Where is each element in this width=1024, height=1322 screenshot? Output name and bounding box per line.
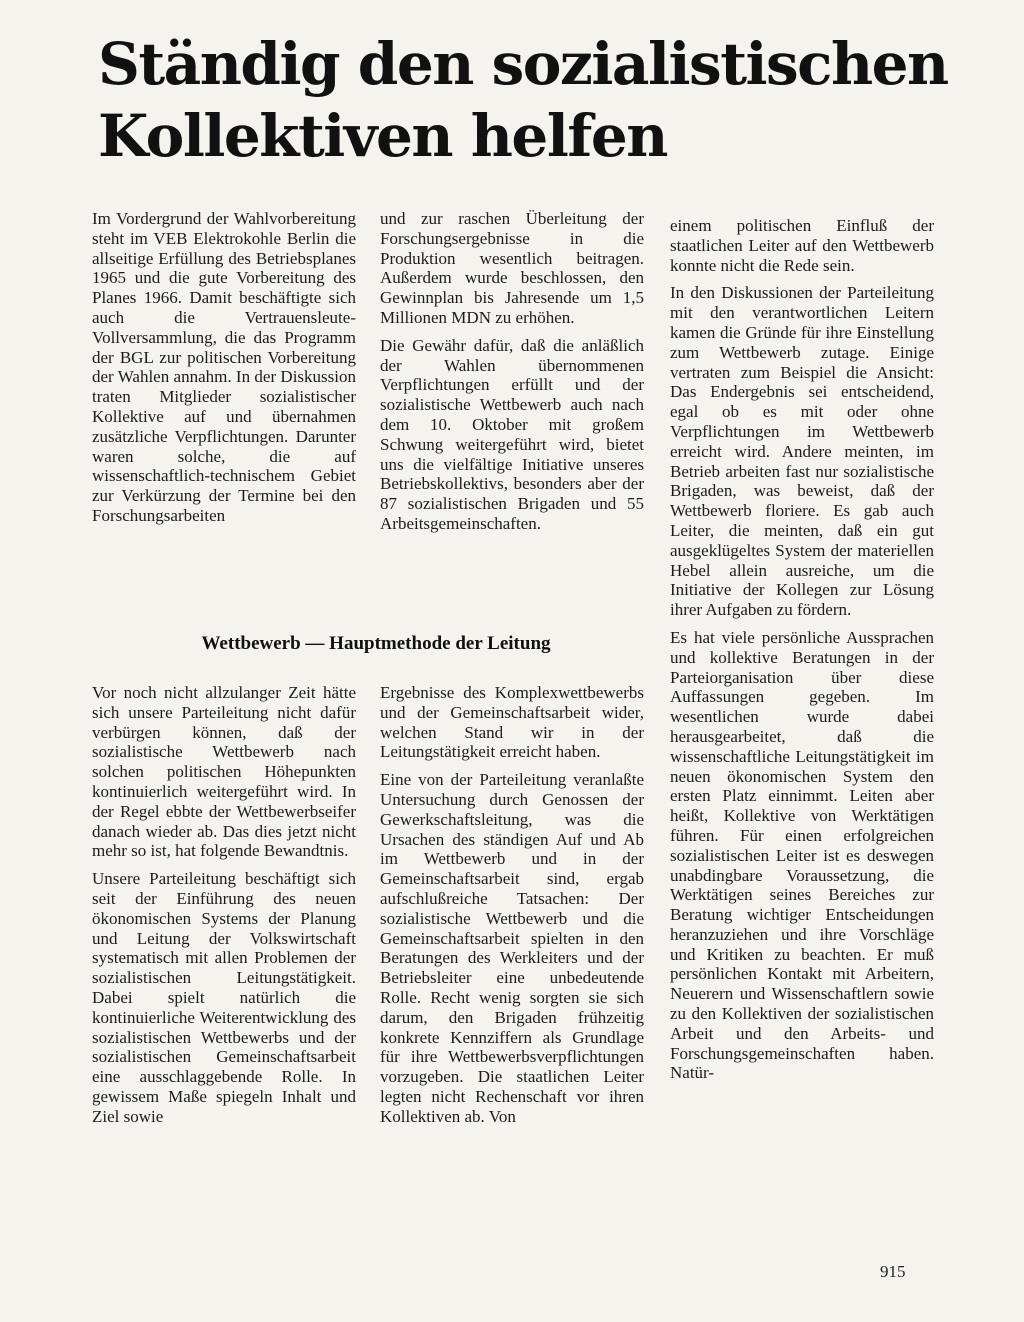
paragraph: Es hat viele persönliche Aussprachen und kollektive Beratungen in der Parteiorganisation über diese Auffassungen gegeben. Im wesentlichen wurde dabei herausgearbeitet, daß die wissenschaftliche Leitungstätigkeit im neuen ökonomischen System den ersten Platz einnimmt. Leiten aber heißt, Kollektive von Werktätigen führen. Für einen erfolgreichen sozialistischen Leiter ist es deswegen unabdingbare Voraussetzung, die Werktätigen seines Bereiches zur Beratung wichtiger Entscheidungen heranzuziehen und ihre Vorschläge und Kritiken zu beachten. Er muß persönlichen Kontakt mit Arbeitern, Neuerern und Wissenschaftlern sowie zu den Kollektiven der sozialistischen Arbeit und den Arbeits- und Forschungsgemeinschaften haben. Natür- [670, 627, 934, 1083]
lower-column-1 [92, 683, 356, 1208]
paragraph: Unsere Parteileitung beschäftigt sich seit der Einführung des neuen ökonomischen Systems der Planung und Leitung der Volkswirtschaft systematisch mit allen Problemen der sozialistischen Leitungstätigkeit. Dabei spielt natürlich die kontinuierliche Weiterentwicklung des sozialistischen Wettbewerbs und der sozialistischen Gemeinschaftsarbeit eine ausschlaggebende Rolle. In gewissem Maße spiegeln Inhalt und Ziel sowie [92, 869, 356, 1126]
section-heading: Wettbewerb — Hauptmethode der Leitung [201, 633, 551, 654]
paragraph: Im Vordergrund der Wahlvorbereitung steht im VEB Elektrokohle Berlin die allseitige Erfüllung des Betriebsplanes 1965 und die gute Vorbereitung des Planes 1966. Damit beschäftigte sich auch die Vertrauensleute-Vollversammlung, die das Programm der BGL zur politischen Vorbereitung der Wahlen annahm. In der Diskussion traten Mitglieder sozialistischer Kollektive auf und übernahmen zusätzliche Verpflichtungen. Darunter waren solche, die auf wissenschaftlich-technischem Gebiet zur Verkürzung der Termine bei den Forschungsarbeiten [92, 209, 356, 525]
upper-column-1 [92, 209, 356, 599]
paragraph: einem politischen Einfluß der staatlichen Leiter auf den Wettbewerb konnte nicht die Rede sein. [670, 216, 934, 275]
right-column [670, 216, 934, 1216]
paragraph: Ergebnisse des Komplexwettbewerbs und der Gemeinschaftsarbeit wider, welchen Stand wir in der Leitungstätigkeit erreicht haben. [380, 683, 644, 762]
lower-column-2 [380, 683, 644, 1208]
article-title: Ständig den sozialistischen Kollektiven helfen [98, 30, 948, 170]
paragraph: Die Gewähr dafür, daß die anläßlich der Wahlen übernommenen Verpflichtungen erfüllt und der sozialistische Wettbewerb auch nach dem 10. Oktober mit großem Schwung weitergeführt wird, bietet uns die vielfältige Initiative unseres Betriebskollektivs, besonders aber der 87 sozialistischen Brigaden und 55 Arbeitsgemeinschaften. [380, 335, 644, 533]
upper-column-2 [380, 209, 644, 599]
paragraph: In den Diskussionen der Parteileitung mit den verantwortlichen Leitern kamen die Gründe für ihre Einstellung zum Wettbewerb zutage. Einige vertraten zum Beispiel die Ansicht: Das Endergebnis sei entscheidend, egal ob es mit oder ohne Verpflichtungen im Wettbewerb erreicht wird. Andere meinten, im Betrieb arbeiten fast nur sozialistische Brigaden, was beweist, daß der Wettbewerb floriere. Es gab auch Leiter, die meinten, daß ein gut ausgeklügeltes System der materiellen Hebel allein ausreiche, um die Initiative der Kollegen zur Lösung ihrer Aufgaben zu fördern. [670, 283, 934, 620]
paragraph: Vor noch nicht allzulanger Zeit hätte sich unsere Parteileitung nicht dafür verbürgen können, daß der sozialistische Wettbewerb nach solchen politischen Höhepunkten kontinuierlich weitergeführt wird. In der Regel ebbte der Wettbewerbseifer danach wieder ab. Das dies jetzt nicht mehr so ist, hat folgende Bewandtnis. [92, 683, 356, 861]
paragraph: und zur raschen Überleitung der Forschungsergebnisse in die Produktion wesentlich beitragen. Außerdem wurde beschlossen, den Gewinnplan bis Jahresende um 1,5 Millionen MDN zu erhöhen. [380, 209, 644, 327]
paragraph: Eine von der Parteileitung veranlaßte Untersuchung durch Genossen der Gewerkschaftsleitung, was die Ursachen des ständigen Auf und Ab im Wettbewerb und in der Gemeinschaftsarbeit sind, ergab aufschlußreiche Tatsachen: Der sozialistische Wettbewerb und die Gemeinschaftsarbeit spielten in den Beratungen des Werkleiters und der Betriebsleiter eine unbedeutende Rolle. Recht wenig sorgten sie sich darum, den Brigaden frühzeitig konkrete Kennziffern als Grundlage für ihre Wettbewerbsverpflichtungen vorzugeben. Die staatlichen Leiter legten nicht Rechenschaft vor ihren Kollektiven ab. Von [380, 770, 644, 1126]
page-number: 915 [880, 1262, 906, 1281]
